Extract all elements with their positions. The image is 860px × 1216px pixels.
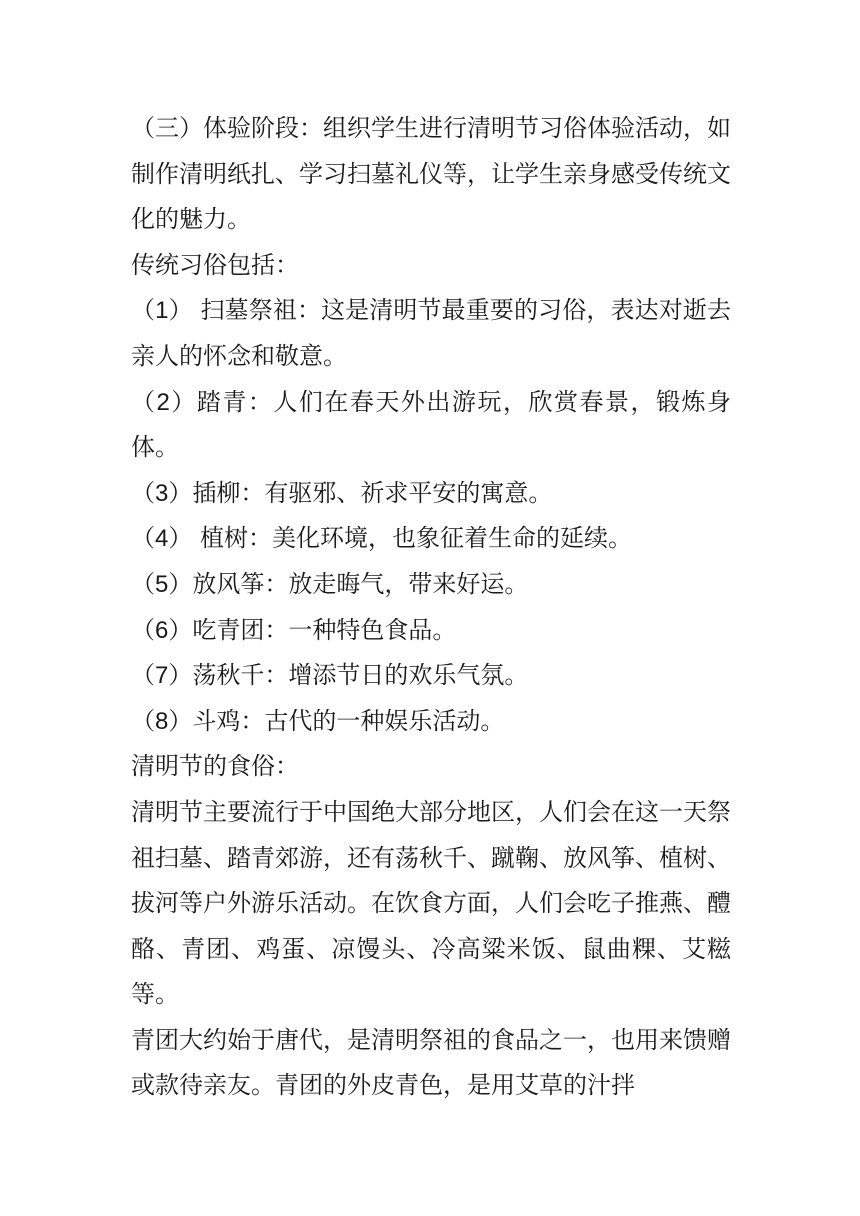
custom-item-3 bbox=[131, 471, 731, 517]
customs-heading: 传统习俗包括： bbox=[131, 250, 299, 279]
food-paragraph: 清明节主要流行于中国绝大部分地区，人们会在这一天祭祖扫墓、踏青郊游，还有荡秋千、蹴鞠、放风筝、植树、拔河等户外游乐活动。在饮食方面，人们会吃子推燕、醴酪、青团、鸡蛋、凉馒头、冷高粱米饭、鼠曲粿、艾糍等。 bbox=[131, 797, 731, 1009]
custom-item-2 bbox=[131, 380, 731, 471]
food-heading: 清明节的食俗： bbox=[131, 752, 299, 781]
custom-item-text: 插柳：有驱邪、祈求平安的寓意。 bbox=[192, 478, 553, 507]
custom-item-number: （8） bbox=[131, 707, 193, 735]
custom-item-number: （4） bbox=[131, 525, 193, 553]
custom-item-7 bbox=[131, 653, 731, 699]
document-body bbox=[131, 106, 731, 1109]
custom-item-text: 植树：美化环境，也象征着生命的延续。 bbox=[192, 524, 632, 553]
custom-item-text: 踏青：人们在春天外出游玩，欣赏春景，锻炼身体。 bbox=[131, 387, 731, 462]
custom-item-text: 荡秋千：增添节日的欢乐气氛。 bbox=[192, 661, 529, 690]
custom-item-6 bbox=[131, 608, 731, 654]
stage-three-paragraph: （三）体验阶段：组织学生进行清明节习俗体验活动，如制作清明纸扎、学习扫墓礼仪等，让学生亲身感受传统文化的魅力。 bbox=[131, 114, 731, 234]
custom-item-5 bbox=[131, 562, 731, 608]
custom-item-text: 放风筝：放走晦气，带来好运。 bbox=[192, 569, 529, 598]
custom-item-number: （7） bbox=[131, 662, 193, 690]
custom-item-number: （3） bbox=[131, 479, 193, 507]
custom-item-text: 斗鸡：古代的一种娱乐活动。 bbox=[192, 706, 505, 735]
custom-item-4 bbox=[131, 516, 731, 562]
custom-item-number: （2） bbox=[131, 388, 197, 416]
custom-item-1 bbox=[131, 288, 731, 379]
qingtuan-paragraph: 青团大约始于唐代，是清明祭祖的食品之一，也用来馈赠或款待亲友。青团的外皮青色，是用艾草的汁拌 bbox=[131, 1025, 731, 1100]
custom-item-8 bbox=[131, 699, 731, 745]
custom-item-text: 扫墓祭祖：这是清明节最重要的习俗，表达对逝去亲人的怀念和敬意。 bbox=[131, 296, 731, 370]
custom-item-number: （1） bbox=[131, 297, 193, 325]
custom-item-number: （5） bbox=[131, 570, 193, 598]
custom-item-number: （6） bbox=[131, 616, 193, 644]
custom-item-text: 吃青团：一种特色食品。 bbox=[192, 615, 457, 644]
